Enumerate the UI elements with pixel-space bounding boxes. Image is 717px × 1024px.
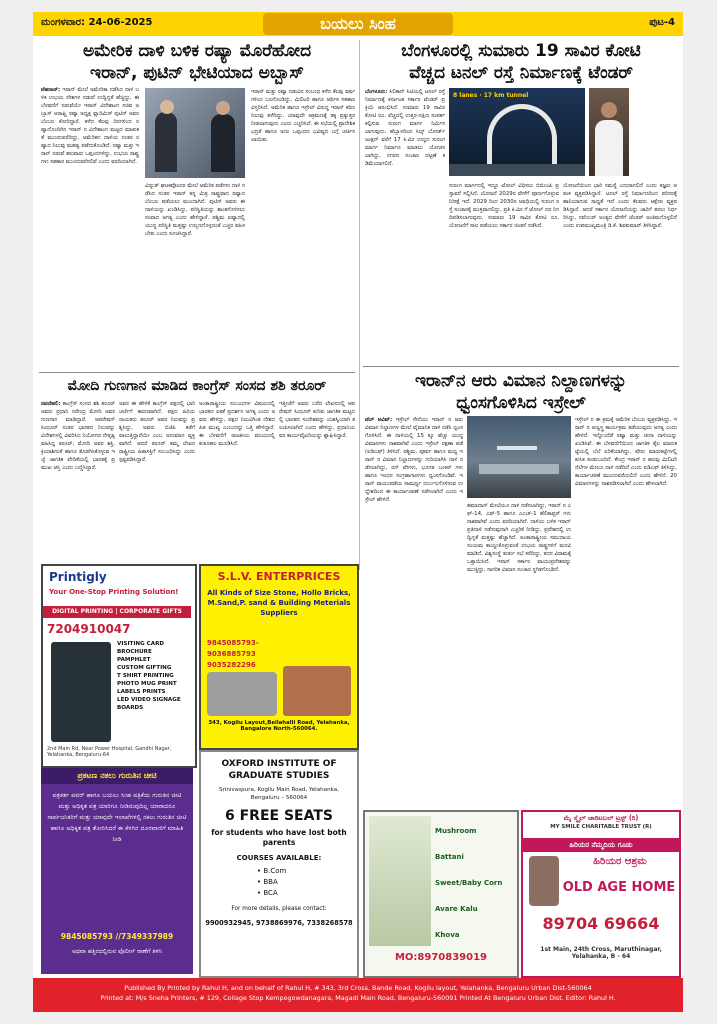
oxford-seats: 6 FREE SEATS [225, 808, 333, 824]
israel-text-2: ಹಮಾದಾನ್ ಮೇಲೆಯೂ ದಾಳಿ ನಡೆಸಲಾಗಿದ್ದು, ಇರಾನ್ ನ ಎಫ್-14, ಎಫ್-5 ಹಾಗೂ ಎಎಚ್-1 ಹೆಲಿಕಾಪ್ಟರ್ ಗಳು ನಾಶವಾಗಿವೆ ಎಂದು ವರದಿಯಾಗಿದೆ. ದಾಳಿಯ ಬಳಿಕ ಇರಾನ್ ಪ್ರತಿದಾಳಿ ನಡೆಸುವುದಾಗಿ ಎಚ್ಚರಿಕೆ ನೀಡಿದ್ದು, ಪ್ರದೇಶದಲ್ಲಿ ಉದ್ವಿಗ್ನತೆ ಮತ್ತಷ್ಟು ಹೆಚ್ಚಾಗಿದೆ. ಅಂತಾರಾಷ್ಟ್ರೀಯ ಸಮುದಾಯ ಸಂಯಮ ಕಾಯ್ದುಕೊಳ್ಳುವಂತೆ ಉಭಯ ರಾಷ್ಟ್ರಗಳಿಗೆ ಮನವಿ ಮಾಡಿದೆ. ವಿಶ್ವಸಂಸ್ಥೆ ತುರ್ತು ಸಭೆ ಕರೆದಿದ್ದು, ಕದನ ವಿರಾಮಕ್ಕೆ ಒತ್ತಾಯಿಸಿದೆ. ಇರಾನ್ ಸರ್ಕಾರ ವಾಯುಪ್ರದೇಶವನ್ನು ಮುಚ್ಚಿದ್ದು, ನಾಗರಿಕ ವಿಮಾನ ಸಂಚಾರ ಸ್ಥಗಿತಗೊಂಡಿದೆ. [467, 503, 571, 574]
oldage-address: 1st Main, 24th Cross, Maruthinagar, Yelahanka, B - 64 [540, 946, 662, 960]
imprint-footer [33, 978, 683, 1012]
israel-headline-line1: ಇರಾನ್‌ನ ಆರು ವಿಮಾನ ನಿಲ್ದಾಣಗಳನ್ನು [414, 371, 628, 391]
store-item: Avare Kalu [435, 905, 478, 913]
printigly-ad [41, 564, 197, 768]
store-ad [363, 810, 519, 978]
iran-text-1: ಇರಾನ್ ಮೇಲೆ ಅಮೇರಿಕಾ ನಡೆಸಿದ ದಾಳಿ ಬಳಿಕ ಉಭಯ ದೇಶಗಳ ನಡುವೆ ಉದ್ವಿಗ್ನತೆ ಹೆಚ್ಚಿದ್ದು, ಈ ಬೆಳವಣಿಗೆ ನಡುವೆಯೇ ಇರಾನ್ ವಿದೇಶಾಂಗ ಸಚಿವ ಅಬ್ಬಾಸ್ ಅರಾಘ್ಚಿ ರಷ್ಯಾ ಅಧ್ಯಕ್ಷ ವ್ಲಾದಿಮಿರ್ ಪುಟಿನ್ ಅವರ ಬೆಂಬಲ ಕೋರಿದ್ದಾರೆ. ಕಳೆದ ಕೆಲವು ದಿನಗಳಿಂದ ರಷ್ಯಾದೊಂದಿಗಿನ ಇರಾನ್ ನ ವಿದೇಶಾಂಗ ಮಟ್ಟದ ಮಾತುಕತೆ ಮುಂದುವರೆದಿದ್ದು, ಅಮೆರಿಕದ ದಾಳಿಯ ನಂತರ ರಷ್ಯಾದ ನಿಲುವು ಮಹತ್ವ ಪಡೆದುಕೊಂಡಿದೆ. ರಷ್ಯಾ ಮತ್ತು ಇರಾನ್ ನಡುವೆ ಹಲವಾರು ಒಪ್ಪಂದಗಳಿದ್ದು, ಉಭಯ ರಾಷ್ಟ್ರಗಳು ಸಹಕಾರ ಮುಂದುವರೆಸಲಿವೆ ಎಂದು ವರದಿಯಾಗಿದೆ. [41, 87, 139, 166]
store-items [435, 818, 511, 948]
airport-building [479, 464, 559, 474]
iran-dateline: ಟೆಹರಾನ್: [41, 87, 61, 93]
page-number: ಪುಟ-4 [649, 17, 675, 28]
person-head-right [216, 101, 230, 115]
trust-name: ಮೈ ಸ್ಮೈಲ್ ಚಾರಿಟಬಲ್ ಟ್ರಸ್ಟ್ (ರಿ) [563, 814, 639, 822]
tunnel-arch-icon [487, 104, 557, 169]
tunnel-text-3: ಯೋಜನೆಯಿಂದ ಭಾರಿ ಸಮಸ್ಯೆ ಎದುರಾಗಲಿದೆ ಎಂದು ತಜ್ಞರು ಆತಂಕ ವ್ಯಕ್ತಪಡಿಸಿದ್ದಾರೆ. ಟನಲ್ ರಸ್ತೆ ನಿರ್ಮಾಣದಿಂದ ಪರಿಸರಕ್ಕೆ ಹಾನಿಯಾಗುವ ಸಾಧ್ಯತೆ ಇದೆ ಎಂದು ಕೆಲವರು ಆಕ್ಷೇಪ ವ್ಯಕ್ತಪಡಿಸಿದ್ದಾರೆ. ಆದರೆ ಸರ್ಕಾರ ಯೋಜನೆಯನ್ನು ಜಾರಿಗೆ ತರಲು ನಿರ್ಧರಿಸಿದ್ದು, ನವೆಂಬರ್ ಅಂತ್ಯದ ವೇಳೆಗೆ ಟೆಂಡರ್ ಅಂತಿಮಗೊಳ್ಳಲಿದೆ ಎಂದು ಉಪಮುಖ್ಯಮಂತ್ರಿ ಡಿ.ಕೆ. ಶಿವಕುಮಾರ್ ತಿಳಿಸಿದ್ದಾರೆ. [563, 183, 677, 230]
israel-column-3 [575, 416, 677, 806]
fake-id-notice [41, 768, 193, 974]
column-divider [359, 40, 360, 570]
minister-head [601, 102, 617, 118]
tunnel-dateline: ಬೆಂಗಳೂರು: [365, 89, 388, 95]
israel-dateline: ಟೆಲ್ ಅವಿವ್: [365, 417, 393, 423]
slv-phones: 9845085793-9036885793 9035282296 [207, 639, 259, 669]
courses-label: COURSES AVAILABLE: [236, 854, 322, 862]
slv-description: All Kinds of Size Stone, Hollo Bricks, M.Sand,P. sand & Building Meterials Suppliers [207, 589, 351, 617]
person-head-left [160, 100, 174, 114]
service-item: LABELS PRINTS [117, 689, 166, 695]
iran-headline [39, 40, 355, 84]
iran-column-1 [41, 86, 139, 368]
contact-label: For more details, please contact: [231, 906, 327, 912]
tunnel-column-2 [449, 182, 559, 362]
israel-headline [363, 370, 679, 414]
tunnel-graphic-label: 8 lanes · 17 km tunnel [453, 92, 529, 99]
printigly-band: DIGITAL PRINTING | CORPORATE GIFTS [43, 606, 191, 618]
tunnel-text-2: ಸುರಂಗ ಮಾರ್ಗದಲ್ಲಿ ಇದ್ದೂ ಟೋಲ್ ವಿಧಿಸಲು ಬಿಬಿಎಂಪಿ ಪ್ರಸ್ತಾವನೆ ಸಲ್ಲಿಸಿದೆ. ಯೋಜನೆ 2029ರ ವೇಳೆಗೆ ಪೂರ್ಣಗೊಳ್ಳುವ ನಿರೀಕ್ಷೆ ಇದೆ. 2029 ರಿಂದ 2030ರ ಅವಧಿಯಲ್ಲಿ ಸುರಂಗ ರಸ್ತೆ ಸಂಚಾರಕ್ಕೆ ಮುಕ್ತವಾಗಲಿದ್ದು, ಪ್ರತಿ ಕಿ.ಮೀ ಗೆ ಟೋಲ್ ದರ ನಿಗದಿಪಡಿಸಲಾಗುವುದು. ಸುಮಾರು 19 ಸಾವಿರ ಕೋಟಿ ರೂ. ಯೋಜನೆಗೆ ಸಾಲ ಪಡೆಯಲು ಸರ್ಕಾರ ಚಿಂತನೆ ನಡೆಸಿದೆ. [449, 183, 559, 230]
oxford-ad [199, 750, 359, 978]
israel-column-1 [365, 416, 463, 806]
oxford-address: Srinivaspura, Kogilu Main Road, Yelahanka, Bengaluru – 560064 [218, 787, 339, 801]
notice-footer: ಅಥವಾ ಹತ್ತಿರದಲ್ಲಿರುವ ಪೊಲೀಸ್ ಠಾಣೆಗೆ ತಿಳಿಸಿ [72, 948, 162, 955]
person-silhouette-right [211, 114, 235, 172]
service-item: LED VIDEO SIGNAGE BOARDS [117, 697, 181, 711]
tunnel-graphic [449, 88, 585, 176]
israel-text-1: ಇಸ್ರೇಲ್ ಸೇನೆಯು ಇರಾನ್ ನ ಆರು ವಿಮಾನ ನಿಲ್ದಾಣಗಳ ಮೇಲೆ ವೈಮಾನಿಕ ದಾಳಿ ನಡೆಸಿ ಧ್ವಂಸಗೊಳಿಸಿದೆ. ಈ ದಾಳಿಯಲ್ಲಿ 15 ಕ್ಕೂ ಹೆಚ್ಚು ಯುದ್ಧ ವಿಮಾನಗಳು ನಾಶವಾಗಿವೆ ಎಂದು ಇಸ್ರೇಲ್ ರಕ್ಷಣಾ ಪಡೆ (ಐಡಿಎಫ್) ತಿಳಿಸಿದೆ. ಪಶ್ಚಿಮ, ಪೂರ್ವ ಹಾಗೂ ಮಧ್ಯ ಇರಾನ್ ನ ವಿಮಾನ ನಿಲ್ದಾಣಗಳನ್ನು ಗುರಿಯಾಗಿಸಿ ದಾಳಿ ನಡೆಸಲಾಗಿದ್ದು, ರನ್ ವೇಗಳು, ಭೂಗತ ಬಂಕರ್ ಗಳು ಹಾಗೂ ಇಂಧನ ಸಂಗ್ರಹಾಗಾರಗಳು ಧ್ವಂಸಗೊಂಡಿವೆ. ಇರಾನ್ ವಾಯುಪಡೆಯ ಸಾಮರ್ಥ್ಯ ದುರ್ಬಲಗೊಳಿಸುವ ಉದ್ದೇಶದಿಂದ ಈ ಕಾರ್ಯಾಚರಣೆ ನಡೆಸಲಾಗಿದೆ ಎಂದು ಇಸ್ರೇಲ್ ಹೇಳಿದೆ. [365, 417, 463, 504]
tharoor-column-1 [41, 400, 115, 558]
store-item: Sweet/Baby Corn [435, 879, 503, 887]
newspaper-title: ಬಯಲು ಸಿಂಹ [263, 13, 453, 35]
minister-body [595, 120, 623, 176]
divider [39, 372, 355, 373]
tharoor-dateline: ನವದೆಹಲಿ: [41, 401, 61, 407]
printigly-services [117, 640, 191, 712]
israel-headline-line2: ಧ್ವಂಸಗೊಳಿಸಿದ ಇಸ್ರೇಲ್ [456, 393, 586, 413]
road-strip [449, 164, 585, 176]
tunnel-column-1 [365, 88, 445, 362]
oldage-line2: ಹಿರಿಯರ ಆಶ್ರಮ [593, 856, 647, 867]
slv-address: 343, Kogilu Layout,Bellahalli Road, Yelahanka, Bangalore North-560064. [208, 720, 350, 732]
service-item: BROCHURE [117, 649, 152, 655]
iran-photo [145, 88, 245, 178]
elderly-photo [529, 856, 559, 906]
course-item: • B.Com [257, 867, 287, 875]
service-item: PHOTO MUG PRINT [117, 681, 177, 687]
service-item: VISITING CARD [117, 641, 165, 647]
iran-column-3 [251, 88, 355, 368]
iran-headline-line2: ಇರಾನ್, ಪುಟಿನ್ ಭೇಟಿಯಾದ ಅಬ್ಬಾಸ್ [90, 63, 304, 83]
printigly-tagline: Your One-Stop Printing Solution! [49, 588, 179, 596]
tunnel-column-3 [563, 182, 677, 362]
iran-headline-line1: ಅಮೇರಿಕ ದಾಳಿ ಬಳಿಕ ರಷ್ಯಾ ಮೊರೆಹೋದ [82, 41, 312, 61]
divider [363, 366, 679, 367]
courses-list [257, 866, 347, 899]
newspaper-page [33, 12, 683, 1012]
tunnel-headline-line2: ವೆಚ್ಚದ ಟನಲ್ ರಸ್ತೆ ನಿರ್ಮಾಣಕ್ಕೆ ಟೆಂಡರ್ [409, 63, 633, 83]
service-item: CUSTOM GIFTING [117, 665, 172, 671]
trust-name-english: MY SMILE CHARITABLE TRUST (R) [550, 824, 652, 830]
tunnel-headline [363, 40, 679, 84]
slv-name: S.L.V. ENTERPRICES [217, 570, 341, 583]
tharoor-headline: ಮೋದಿ ಗುಣಗಾನ ಮಾಡಿದ ಕಾಂಗ್ರೆಸ್ ಸಂಸದ ಶಶಿ ತರೂರ್ [67, 378, 327, 394]
imprint-line2: Printed at: M/s Sneha Printers, # 129, Collage Stop Kempegowdanagara, Magadi Main Road, Bengaluru-560091 Printed At Bengaluru Urban Dist. Editor: Rahul H. [100, 994, 616, 1002]
person-silhouette-left [155, 112, 177, 172]
service-item: T SHIRT PRINTING [117, 673, 174, 679]
store-phone: MO:8970839019 [394, 952, 488, 963]
oxford-name: OXFORD INSTITUTE OF GRADUATE STUDIES [221, 759, 337, 781]
oldage-line1: ಹಿರಿಯರ ನೆಮ್ಮದಿಯ ಗೂಡು [523, 838, 679, 852]
minister-photo [589, 88, 629, 176]
oldage-title: OLD AGE HOME [562, 880, 676, 895]
store-item: Battani [435, 853, 464, 861]
slv-ad [199, 564, 359, 750]
iran-text-3: ಇರಾನ್ ಮತ್ತು ರಷ್ಯಾ ನಡುವಿನ ಸಂಬಂಧ ಕಳೆದ ಕೆಲವು ವರ್ಷಗಳಿಂದ ಬಲಗೊಂಡಿದ್ದು, ಮಿಲಿಟರಿ ಹಾಗೂ ಆರ್ಥಿಕ ಸಹಕಾರ ವಿಸ್ತರಿಸಿದೆ. ಅಮೆರಿಕ ಹಾಗೂ ಇಸ್ರೇಲ್ ವಿರುದ್ಧ ಇರಾನ್ ಕಠಿಣ ನಿಲುವು ತಳೆದಿದ್ದು, ಯಾವುದೇ ಆಕ್ರಮಣಕ್ಕೆ ತಕ್ಕ ಪ್ರತ್ಯುತ್ತರ ನೀಡಲಾಗುವುದು ಎಂದು ಎಚ್ಚರಿಸಿದೆ. ಈ ಸಭೆಯಲ್ಲಿ ಪ್ರಾದೇಶಿಕ ಭದ್ರತೆ ಹಾಗೂ ಅಣು ಒಪ್ಪಂದದ ಭವಿಷ್ಯದ ಬಗ್ಗೆ ಚರ್ಚಿಸಲಾಯಿತು. [251, 89, 355, 144]
masthead [33, 12, 683, 36]
tharoor-text-1: ಕಾಂಗ್ರೆಸ್ ಸಂಸದ ಶಶಿ ತರೂರ್ ಅವರು ಪ್ರಧಾನಿ ನರೇಂದ್ರ ಮೋದಿ ಅವರ ಗುಣಗಾನ ಮಾಡಿದ್ದಾರೆ. ಆಪರೇಷನ್ ಸಿಂಧೂರ್ ನಂತರ ಭಾರತದ ನಿಲುವನ್ನು ವಿದೇಶಗಳಲ್ಲಿ ವಿವರಿಸಿದ ನಿಯೋಗದ ನೇತೃತ್ವ ವಹಿಸಿದ್ದ ತರೂರ್, ಮೋದಿ ಅವರ ಶಕ್ತಿ, ಕ್ರಿಯಾಶೀಲತೆ ಹಾಗೂ ತೊಡಗಿಸಿಕೊಳ್ಳುವ ಇಚ್ಛೆ ಜಾಗತಿಕ ವೇದಿಕೆಯಲ್ಲಿ ಭಾರತಕ್ಕೆ ಪ್ರಮುಖ ಆಸ್ತಿ ಎಂದು ಬಣ್ಣಿಸಿದ್ದಾರೆ. [41, 401, 115, 472]
store-item: Mushroom [435, 827, 477, 835]
iran-column-2 [145, 182, 245, 368]
stone-pile-photo [207, 672, 277, 716]
imprint-line1: Published By Printed by Rahul H, and on behalf of Rahul H, # 343, 3rd Cross, Bande Road, Kogilu layout, Yelahanka, Bengaluru Urban Dist-560064 [124, 984, 592, 992]
tharoor-text-3: ಅಂತಾರಾಷ್ಟ್ರೀಯ ಸಂಬಂಧಗಳ ವಿಷಯದಲ್ಲಿ ಭಾರತದ ಏಕತೆ ಪ್ರದರ್ಶನ ಅಗತ್ಯ ಎಂದು ಅವರು ಹೇಳಿದ್ದು, ಪಕ್ಷದ ನಿಲುವಿಗಿಂತ ದೇಶದ ಹಿತ ಮುಖ್ಯ ಎಂಬುದನ್ನು ಒತ್ತಿ ಹೇಳಿದ್ದಾರೆ. ಈ ಬೆಳವಣಿಗೆ ರಾಜಕೀಯ ವಲಯದಲ್ಲಿ ಕುತೂಹಲ ಮೂಡಿಸಿದೆ. [199, 401, 275, 448]
iran-text-2: ವಿದ್ಯುತ್ ಘಟಕವೊಂದರ ಮೇಲೆ ಅಮೆರಿಕ ಪಡೆಗಳು ದಾಳಿ ನಡೆಸಿದ ನಂತರ ಇರಾನ್ ತನ್ನ ಮಿತ್ರ ರಾಷ್ಟ್ರವಾದ ರಷ್ಯಾದ ಬೆಂಬಲ ಪಡೆಯಲು ಮುಂದಾಗಿದೆ. ಪುಟಿನ್ ಅವರು ಈ ದಾಳಿಯನ್ನು ಖಂಡಿಸಿದ್ದು, ಪರಿಸ್ಥಿತಿಯನ್ನು ಶಾಂತಗೊಳಿಸಲು ಸಂವಾದ ಅಗತ್ಯ ಎಂದು ಹೇಳಿದ್ದಾರೆ. ಪಶ್ಚಿಮ ಏಷ್ಯಾದಲ್ಲಿ ಯುದ್ಧ ಪರಿಸ್ಥಿತಿ ಮತ್ತಷ್ಟು ಉಲ್ಬಣಗೊಳ್ಳದಂತೆ ಎಚ್ಚರ ವಹಿಸಬೇಕು ಎಂದು ಸೂಚಿಸಿದ್ದಾರೆ. [145, 183, 245, 238]
israel-text-3: ಇಸ್ರೇಲ್ ನ ಈ ಕ್ರಮಕ್ಕೆ ಅಮೆರಿಕ ಬೆಂಬಲ ವ್ಯಕ್ತಪಡಿಸಿದ್ದು, ಇರಾನ್ ನ ಅಣ್ವಸ್ತ್ರ ಕಾರ್ಯಕ್ರಮ ತಡೆಯುವುದು ಅಗತ್ಯ ಎಂದು ಹೇಳಿದೆ. ಇನ್ನೊಂದೆಡೆ ರಷ್ಯಾ ಮತ್ತು ಚೀನಾ ದಾಳಿಯನ್ನು ಖಂಡಿಸಿವೆ. ಈ ಬೆಳವಣಿಗೆಯಿಂದ ಜಾಗತಿಕ ತೈಲ ಮಾರುಕಟ್ಟೆಯಲ್ಲಿ ಬೆಲೆ ಏರಿಕೆಯಾಗಿದ್ದು, ಷೇರು ಮಾರುಕಟ್ಟೆಗಳಲ್ಲಿ ಕುಸಿತ ಕಂಡುಬಂದಿದೆ. ಕೇಂದ್ರ ಇರಾನ್ ನ ಹಲವು ಮಿಲಿಟರಿ ನೆಲೆಗಳ ಮೇಲೂ ದಾಳಿ ನಡೆದಿದೆ ಎಂದು ಐಡಿಎಫ್ ತಿಳಿಸಿದ್ದು, ಕಾರ್ಯಾಚರಣೆ ಮುಂದುವರೆಯಲಿದೆ ಎಂದು ಹೇಳಿದೆ. 20 ವಿಮಾನಗಳನ್ನು ನಾಶಪಡಿಸಲಾಗಿದೆ ಎಂದು ಹೇಳಲಾಗಿದೆ. [575, 417, 677, 488]
produce-photo-left [369, 816, 431, 946]
tharoor-column-4 [279, 400, 355, 558]
service-item: PAMPHLET [117, 657, 151, 663]
oldage-phone: 89704 69664 [542, 914, 660, 933]
notice-body: ಪತ್ರಕರ್ತ ಪವರ್ ಹಾಗೂ ಬಯಲು ಸಿಂಹ ಪತ್ರಿಕೆಯ ಗುರುತಿನ ಚೀಟಿ ಮತ್ತು ಅಧಿಕೃತ ಪತ್ರ ಯಾರಿಗೂ ನೀಡಿರುವುದಿಲ್ಲ ಯಾರಾದರೂ ಸಾರ್ವಜನಿಕರಿಗೆ ಮತ್ತು ಯಾವುದೇ ಇಲಾಖೆಗಳಲ್ಲಿ ನಕಲು ಗುರುತಿನ ಚೀಟಿ ಹಾಗೂ ಅಧಿಕೃತ ಪತ್ರ ತೋರಿಸಿದರೆ ಈ ಕೆಳಗಿನ ದೂರವಾಣಿಗೆ ಮಾಹಿತಿ ನೀಡಿ [47, 792, 187, 843]
printigly-brand: Printigly [49, 570, 107, 584]
notice-title: ಪ್ರಕಟಣ ನಕಲು ಗುರುತಿನ ಚೀಟಿ [41, 768, 193, 784]
tunnel-headline-line1: ಬೆಂಗಳೂರಲ್ಲಿ ಸುಮಾರು 19 ಸಾವಿರ ಕೋಟಿ [401, 41, 641, 61]
course-item: • BCA [257, 889, 278, 897]
tharoor-column-3 [199, 400, 275, 558]
tunnel-text-1: ಸಿಲಿಕಾನ್ ಸಿಟಿಯಲ್ಲಿ ಟನಲ್ ರಸ್ತೆ ನಿರ್ಮಾಣಕ್ಕೆ ಕರ್ನಾಟಕ ಸರ್ಕಾರ ಟೆಂಡರ್ ಪ್ರಕ್ರಿಯೆ ಆರಂಭಿಸಿದೆ. ಸುಮಾರು 19 ಸಾವಿರ ಕೋಟಿ ರೂ. ವೆಚ್ಚದಲ್ಲಿ ಉತ್ತರ-ದಕ್ಷಿಣ ಸಂಪರ್ಕ ಕಲ್ಪಿಸುವ ಸುರಂಗ ಮಾರ್ಗ ನಿರ್ಮಿಸಲಾಗುವುದು. ಹೆಬ್ಬಾಳದಿಂದ ಸಿಲ್ಕ್ ಬೋರ್ಡ್ ಜಂಕ್ಷನ್ ವರೆಗೆ 17 ಕಿ.ಮೀ ಉದ್ದದ ಸುರಂಗ ಮಾರ್ಗ ನಿರ್ಮಾಣ ಮಾಡಲು ಯೋಜಿಸಲಾಗಿದ್ದು, ನಗರದ ಸಂಚಾರ ದಟ್ಟಣೆ ಕಡಿಮೆಯಾಗಲಿದೆ. [365, 89, 445, 168]
oxford-for-text: for students who have lost both parents [211, 828, 347, 847]
course-item: • BBA [257, 878, 278, 886]
airport-photo [467, 416, 571, 498]
issue-date: ಮಂಗಳವಾರ: 24-06-2025 [41, 17, 153, 28]
plane-shape [497, 446, 537, 450]
tshirt-photo [51, 642, 111, 742]
tharoor-text-4: ಇತ್ತೀಚೆಗೆ ಅವರು ಬರೆದ ಲೇಖನದಲ್ಲಿ ಆಪರೇಷನ್ ಸಿಂಧೂರ್ ಕುರಿತು ಜಾಗತಿಕ ಮಟ್ಟದಲ್ಲಿ ಭಾರತದ ಸಂದೇಶವನ್ನು ಯಶಸ್ವಿಯಾಗಿ ತಲುಪಿಸಲಾಗಿದೆ ಎಂದು ಹೇಳಿದ್ದು, ಪ್ರಧಾನಿಯವರ ಕಾರ್ಯವೈಖರಿಯನ್ನು ಶ್ಲಾಘಿಸಿದ್ದಾರೆ. [279, 401, 355, 440]
bricks-photo [283, 666, 351, 716]
israel-column-2 [467, 502, 571, 806]
store-item: Khova [435, 931, 460, 939]
printigly-address: 2nd Main Rd, Near Power Hospital, Gandhi Nagar, Yelahanka, Bengaluru-64 [47, 746, 172, 758]
oxford-contact: 9900932945, 9738869976, 7338268578 [205, 919, 353, 927]
tharoor-text-2: ಅವರ ಈ ಹೇಳಿಕೆ ಕಾಂಗ್ರೆಸ್ ಪಕ್ಷದಲ್ಲಿ ಭಾರಿ ಚರ್ಚೆಗೆ ಕಾರಣವಾಗಿದೆ. ಪಕ್ಷದ ಹಿರಿಯ ನಾಯಕರು ತರೂರ್ ಅವರ ನಿಲುವನ್ನು ಪ್ರಶ್ನಿಸಿದ್ದು, ಅವರು ಬಿಜೆಪಿ ಕಡೆಗೆ ವಾಲುತ್ತಿದ್ದಾರೆಯೇ ಎಂಬ ಅನುಮಾನ ವ್ಯಕ್ತವಾಗಿದೆ. ಆದರೆ ತರೂರ್ ತಮ್ಮ ಲೇಖನ ರಾಷ್ಟ್ರೀಯ ಹಿತಾಸಕ್ತಿಗೆ ಸಂಬಂಧಿಸಿದ್ದು ಎಂದು ಸ್ಪಷ್ಟಪಡಿಸಿದ್ದಾರೆ. [119, 401, 195, 464]
printigly-phone: 7204910047 [47, 622, 131, 636]
tharoor-column-2 [119, 400, 195, 558]
notice-phones: 9845085793 //7349337989 [60, 932, 174, 941]
old-age-home-ad [521, 810, 681, 978]
